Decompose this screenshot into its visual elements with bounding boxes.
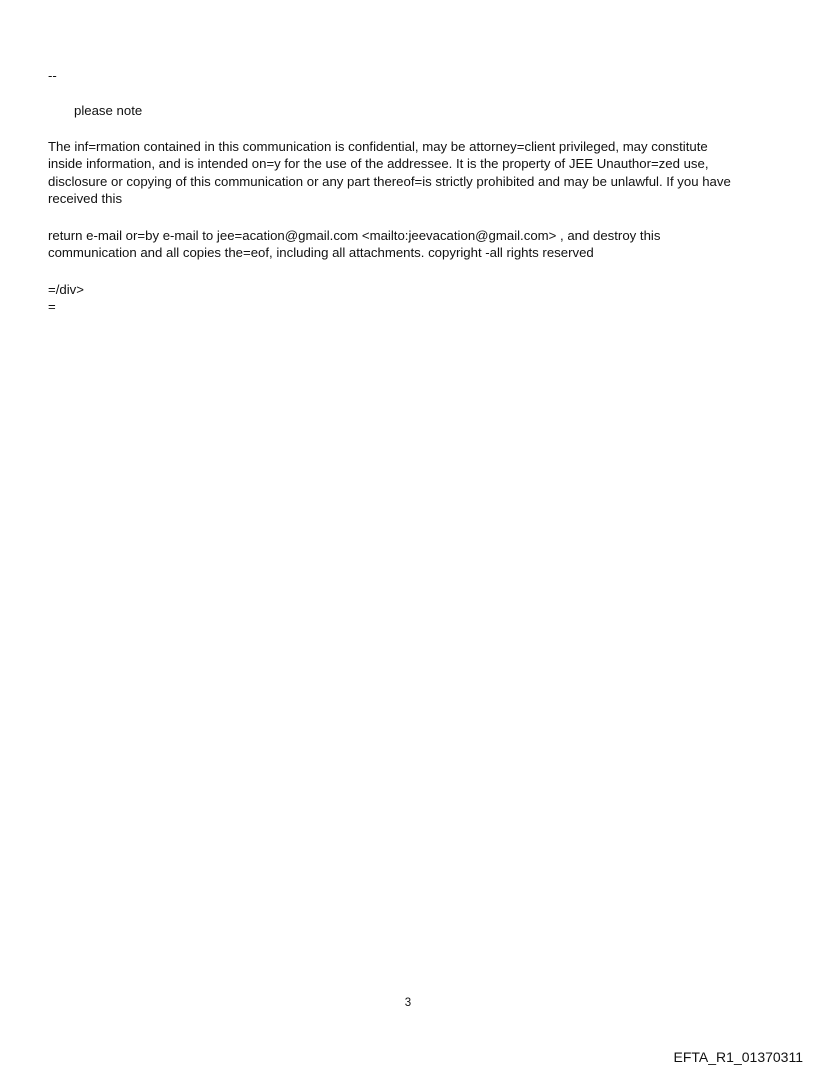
paragraph-line: received this	[48, 191, 123, 206]
trailer-line: =/div>	[48, 282, 84, 297]
paragraph-line: The inf=rmation contained in this communication is confidential, may be attorney=client privileged, may constitute	[48, 139, 708, 154]
note-heading: please note	[74, 103, 143, 118]
separator-text: --	[48, 68, 57, 83]
page-number: 3	[404, 997, 412, 1009]
trailer-line: =	[48, 299, 56, 314]
bates-number: EFTA_R1_01370311	[673, 1049, 803, 1065]
paragraph-line: inside information, and is intended on=y for the use of the addressee. It is the property of JEE Unauthor=zed use,	[48, 156, 709, 171]
paragraph-line: disclosure or copying of this communication or any part thereof=is strictly prohibited and may be unlawful. If you have	[48, 174, 731, 189]
paragraph-line: return e-mail or=by e-mail to jee=acation@gmail.com <mailto:jeevacation@gmail.com> , and destroy this	[48, 228, 661, 243]
paragraph-line: communication and all copies the=eof, including all attachments. copyright -all rights reserved	[48, 245, 594, 260]
